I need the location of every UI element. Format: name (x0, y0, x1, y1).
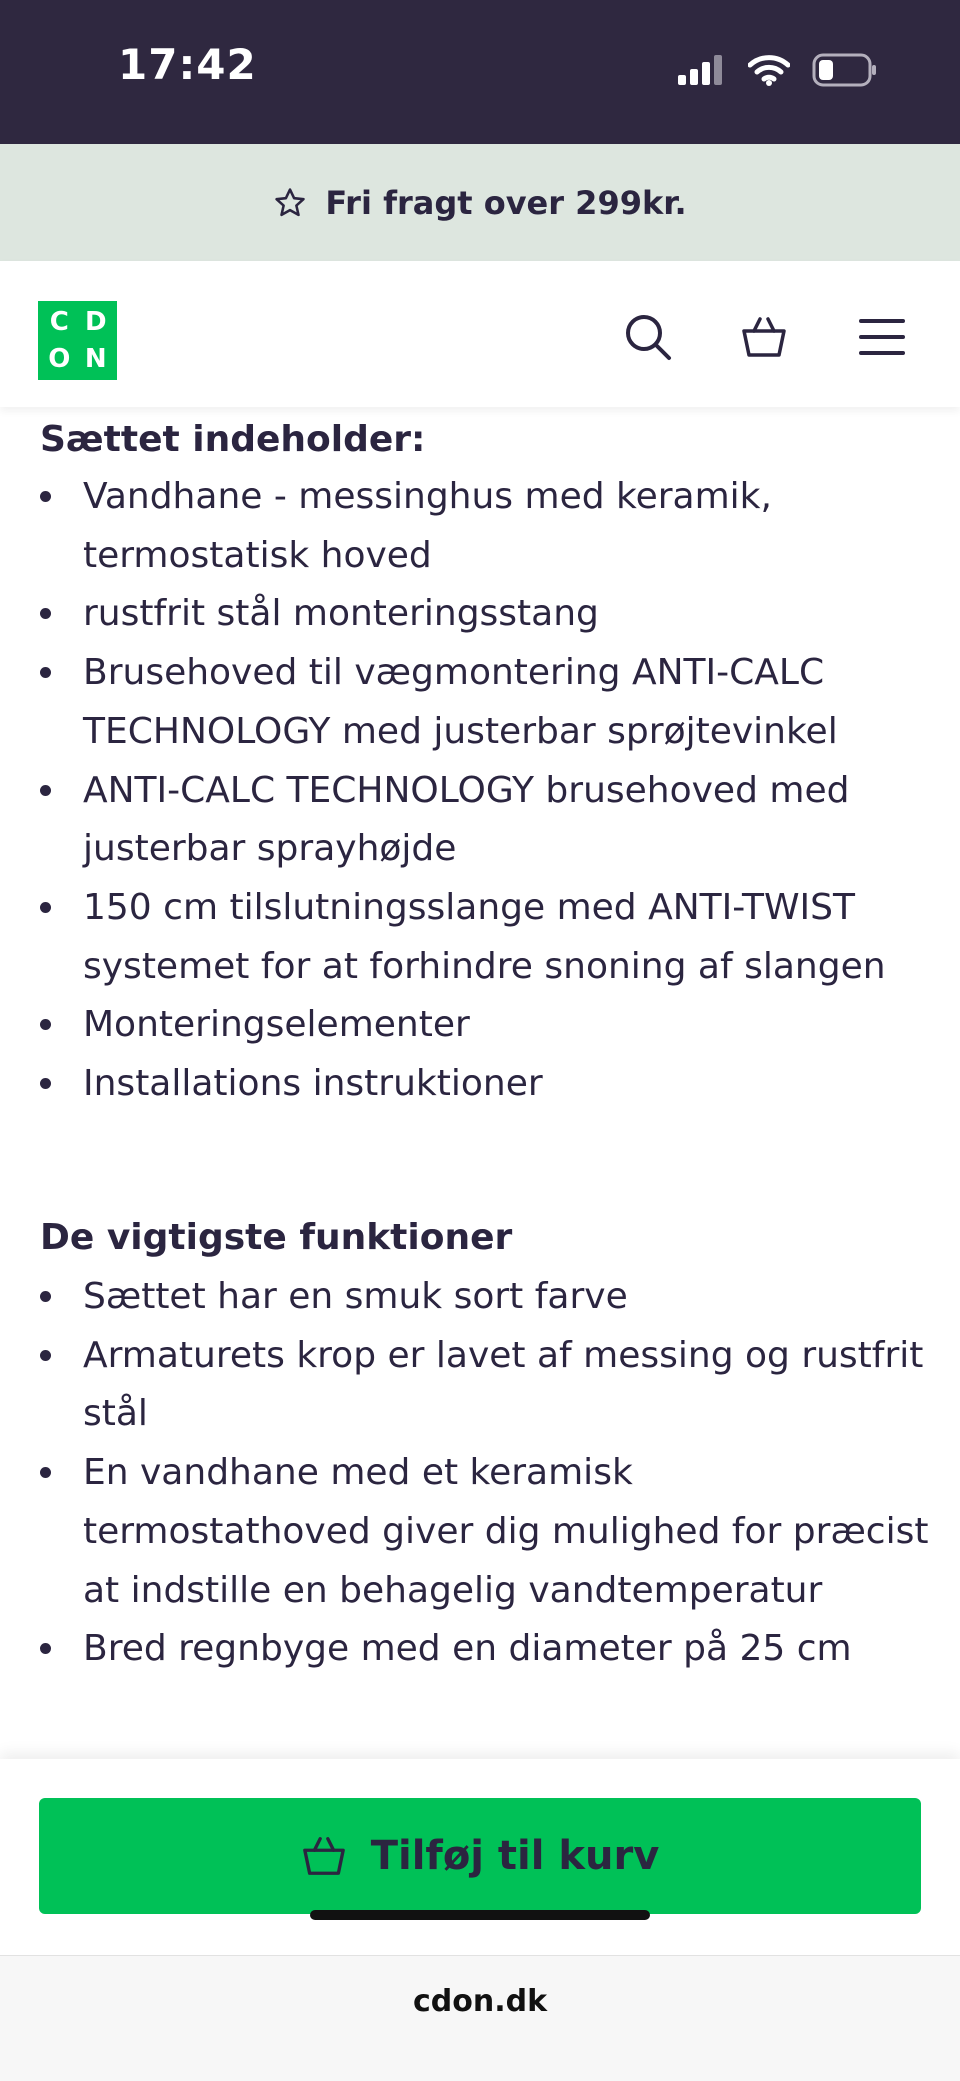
add-to-cart-label: Tilføj til kurv (370, 1833, 660, 1879)
list-item: En vandhane med et keramisk termostathoved giver dig mulighed for præcist at indstille en behagelig vandtemperatur (40, 1444, 930, 1620)
search-button[interactable] (620, 309, 676, 365)
list-item: rustfrit stål monteringsstang (40, 585, 930, 644)
logo-letter: D (84, 307, 107, 338)
promo-banner (0, 144, 960, 261)
list-item: Monteringselementer (40, 996, 930, 1055)
list-item: Vandhane - messinghus med keramik, termostatisk hoved (40, 468, 930, 585)
status-bar (0, 0, 960, 144)
section-title-features: De vigtigste funktioner (40, 1217, 513, 1258)
add-to-cart-button[interactable] (39, 1798, 921, 1914)
features-list (40, 1268, 930, 1679)
site-header (0, 261, 960, 407)
status-icons (678, 50, 878, 90)
list-item: Sættet har en smuk sort farve (40, 1268, 930, 1327)
list-item: Armaturets krop er lavet af messing og rustfrit stål (40, 1327, 930, 1444)
list-item: 150 cm tilslutningsslange med ANTI-TWIST systemet for at forhindre snoning af slangen (40, 879, 930, 996)
cdon-logo[interactable] (38, 301, 117, 380)
menu-button[interactable] (854, 309, 910, 365)
logo-letter: C (49, 307, 69, 338)
promo-text: Fri fragt over 299kr. (325, 183, 687, 222)
browser-address-bar[interactable] (0, 1955, 960, 2081)
cellular-signal-icon (678, 55, 726, 85)
star-outline-icon (273, 186, 307, 220)
section-title-contents: Sættet indeholder: (40, 419, 426, 460)
basket-icon (301, 1833, 347, 1879)
list-item: Brusehoved til vægmontering ANTI-CALC TECHNOLOGY med justerbar sprøjtevinkel (40, 644, 930, 761)
search-icon (623, 312, 673, 362)
cart-button[interactable] (736, 309, 792, 365)
contents-list (40, 468, 930, 1114)
sticky-cta-panel (0, 1759, 960, 1955)
logo-letter: N (84, 343, 107, 374)
logo-letter: O (48, 343, 71, 374)
battery-icon (812, 53, 878, 87)
browser-url[interactable]: cdon.dk (412, 1984, 548, 2019)
menu-icon (858, 316, 906, 358)
product-description[interactable] (0, 407, 960, 1759)
list-item: ANTI-CALC TECHNOLOGY brusehoved med justerbar sprayhøjde (40, 762, 930, 879)
home-indicator[interactable] (310, 1910, 650, 1920)
list-item: Bred regnbyge med en diameter på 25 cm (40, 1620, 930, 1679)
wifi-icon (748, 54, 790, 86)
basket-icon (740, 313, 788, 361)
list-item: Installations instruktioner (40, 1055, 930, 1114)
status-time: 17:42 (118, 40, 257, 89)
